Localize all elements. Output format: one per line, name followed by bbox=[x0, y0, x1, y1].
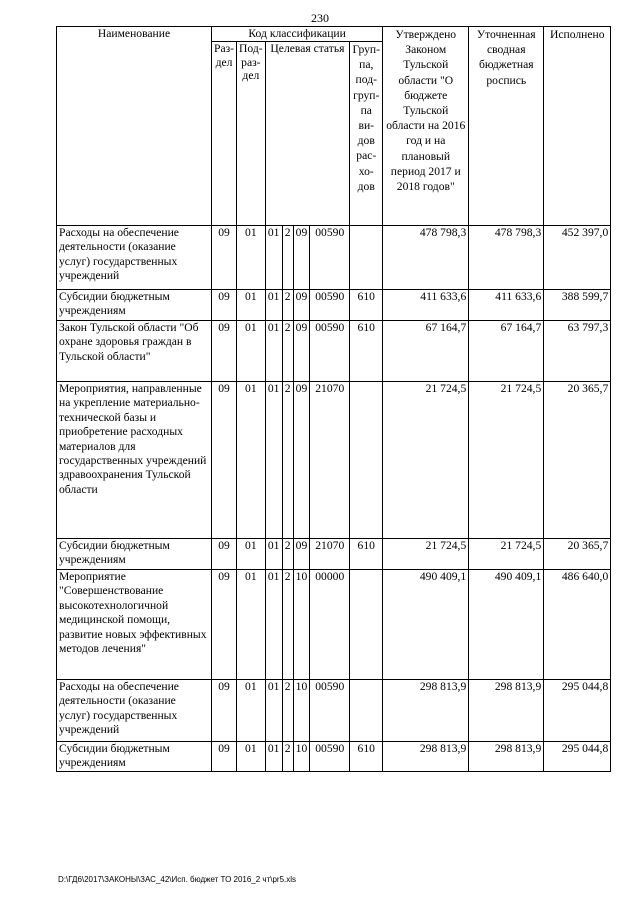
row-cs2: 2 bbox=[282, 680, 293, 742]
row-cs4: 00590 bbox=[310, 290, 350, 321]
header-name: Наименование bbox=[57, 27, 212, 226]
row-group bbox=[350, 226, 383, 290]
row-cs1: 01 bbox=[265, 742, 282, 772]
row-cs3: 09 bbox=[293, 539, 310, 570]
row-podrazdel: 01 bbox=[237, 321, 266, 382]
row-refined: 21 724,5 bbox=[469, 539, 544, 570]
row-refined: 298 813,9 bbox=[469, 680, 544, 742]
row-group bbox=[350, 680, 383, 742]
row-razdel: 09 bbox=[212, 321, 237, 382]
row-razdel: 09 bbox=[212, 382, 237, 539]
row-refined: 490 409,1 bbox=[469, 570, 544, 680]
row-cs4: 21070 bbox=[310, 539, 350, 570]
header-target-article: Целевая статья bbox=[265, 42, 350, 226]
row-executed: 388 599,7 bbox=[544, 290, 611, 321]
header-executed: Исполнено bbox=[544, 27, 611, 226]
row-approved: 490 409,1 bbox=[383, 570, 469, 680]
row-razdel: 09 bbox=[212, 570, 237, 680]
row-cs2: 2 bbox=[282, 290, 293, 321]
row-cs4: 00590 bbox=[310, 321, 350, 382]
row-name: Расходы на обеспечение деятельности (оказание услуг) государственных учреждений bbox=[57, 226, 212, 290]
table-row bbox=[57, 382, 611, 539]
row-refined: 21 724,5 bbox=[469, 382, 544, 539]
row-executed: 20 365,7 bbox=[544, 539, 611, 570]
budget-table bbox=[56, 26, 611, 772]
row-name: Расходы на обеспечение деятельности (оказание услуг) государственных учреждений bbox=[57, 680, 212, 742]
row-executed: 486 640,0 bbox=[544, 570, 611, 680]
table-row bbox=[57, 680, 611, 742]
row-refined: 67 164,7 bbox=[469, 321, 544, 382]
row-approved: 67 164,7 bbox=[383, 321, 469, 382]
row-approved: 411 633,6 bbox=[383, 290, 469, 321]
row-group bbox=[350, 570, 383, 680]
row-name: Закон Тульской области "Об охране здоровья граждан в Тульской области" bbox=[57, 321, 212, 382]
row-cs3: 09 bbox=[293, 226, 310, 290]
table-row bbox=[57, 570, 611, 680]
row-cs4: 00000 bbox=[310, 570, 350, 680]
row-podrazdel: 01 bbox=[237, 382, 266, 539]
row-cs1: 01 bbox=[265, 539, 282, 570]
row-executed: 63 797,3 bbox=[544, 321, 611, 382]
row-cs2: 2 bbox=[282, 539, 293, 570]
row-cs3: 09 bbox=[293, 321, 310, 382]
header-section: Раз-дел bbox=[212, 42, 237, 226]
header-subsection: Под-раз-дел bbox=[237, 42, 266, 226]
row-podrazdel: 01 bbox=[237, 290, 266, 321]
row-cs1: 01 bbox=[265, 382, 282, 539]
row-executed: 452 397,0 bbox=[544, 226, 611, 290]
row-cs3: 09 bbox=[293, 382, 310, 539]
row-cs4: 21070 bbox=[310, 382, 350, 539]
header-refined: Уточненная сводная бюджетная роспись bbox=[469, 27, 544, 226]
row-razdel: 09 bbox=[212, 742, 237, 772]
row-name: Мероприятия, направленные на укрепление материально-технической базы и приобретение расходных материалов для государственных учреждений здравоохранения Тульской области bbox=[57, 382, 212, 539]
table-row bbox=[57, 226, 611, 290]
row-refined: 298 813,9 bbox=[469, 742, 544, 772]
table-row bbox=[57, 742, 611, 772]
row-cs1: 01 bbox=[265, 226, 282, 290]
header-approved: Утверждено Законом Тульской области "О бюджете Тульской области на 2016 год и на плановый период 2017 и 2018 годов" bbox=[383, 27, 469, 226]
row-group: 610 bbox=[350, 539, 383, 570]
row-group bbox=[350, 382, 383, 539]
row-refined: 478 798,3 bbox=[469, 226, 544, 290]
row-name: Субсидии бюджетным учреждениям bbox=[57, 742, 212, 772]
row-cs3: 09 bbox=[293, 290, 310, 321]
row-podrazdel: 01 bbox=[237, 539, 266, 570]
table-row bbox=[57, 539, 611, 570]
row-cs4: 00590 bbox=[310, 680, 350, 742]
row-approved: 21 724,5 bbox=[383, 539, 469, 570]
table-row bbox=[57, 321, 611, 382]
header-classification: Код классификации bbox=[212, 27, 383, 42]
row-cs3: 10 bbox=[293, 742, 310, 772]
row-podrazdel: 01 bbox=[237, 570, 266, 680]
row-cs4: 00590 bbox=[310, 226, 350, 290]
row-podrazdel: 01 bbox=[237, 226, 266, 290]
row-approved: 298 813,9 bbox=[383, 742, 469, 772]
row-razdel: 09 bbox=[212, 680, 237, 742]
footer-file-path: D:\ГД6\2017\ЗАКОНЫ\ЗАС_42\Исп. бюджет ТО 2016_2 чт\рr5.xls bbox=[58, 875, 297, 884]
row-cs2: 2 bbox=[282, 226, 293, 290]
row-podrazdel: 01 bbox=[237, 680, 266, 742]
row-cs1: 01 bbox=[265, 680, 282, 742]
row-cs1: 01 bbox=[265, 570, 282, 680]
row-name: Субсидии бюджетным учреждениям bbox=[57, 539, 212, 570]
row-group: 610 bbox=[350, 290, 383, 321]
row-cs2: 2 bbox=[282, 382, 293, 539]
row-approved: 478 798,3 bbox=[383, 226, 469, 290]
row-cs2: 2 bbox=[282, 570, 293, 680]
row-cs2: 2 bbox=[282, 321, 293, 382]
row-cs3: 10 bbox=[293, 570, 310, 680]
row-approved: 21 724,5 bbox=[383, 382, 469, 539]
table-row bbox=[57, 290, 611, 321]
row-cs1: 01 bbox=[265, 321, 282, 382]
row-refined: 411 633,6 bbox=[469, 290, 544, 321]
row-cs3: 10 bbox=[293, 680, 310, 742]
header-expense-group: Груп-па, под-груп-па ви-дов рас-хо-дов bbox=[350, 42, 383, 226]
row-name: Мероприятие "Совершенствование высокотехнологичной медицинской помощи, развитие новых эффективных методов лечения" bbox=[57, 570, 212, 680]
row-cs2: 2 bbox=[282, 742, 293, 772]
row-razdel: 09 bbox=[212, 226, 237, 290]
row-cs4: 00590 bbox=[310, 742, 350, 772]
row-executed: 295 044,8 bbox=[544, 742, 611, 772]
row-razdel: 09 bbox=[212, 290, 237, 321]
row-group: 610 bbox=[350, 742, 383, 772]
row-cs1: 01 bbox=[265, 290, 282, 321]
row-executed: 20 365,7 bbox=[544, 382, 611, 539]
row-name: Субсидии бюджетным учреждениям bbox=[57, 290, 212, 321]
row-razdel: 09 bbox=[212, 539, 237, 570]
row-group: 610 bbox=[350, 321, 383, 382]
page-number: 230 bbox=[311, 11, 329, 25]
row-approved: 298 813,9 bbox=[383, 680, 469, 742]
row-executed: 295 044,8 bbox=[544, 680, 611, 742]
row-podrazdel: 01 bbox=[237, 742, 266, 772]
